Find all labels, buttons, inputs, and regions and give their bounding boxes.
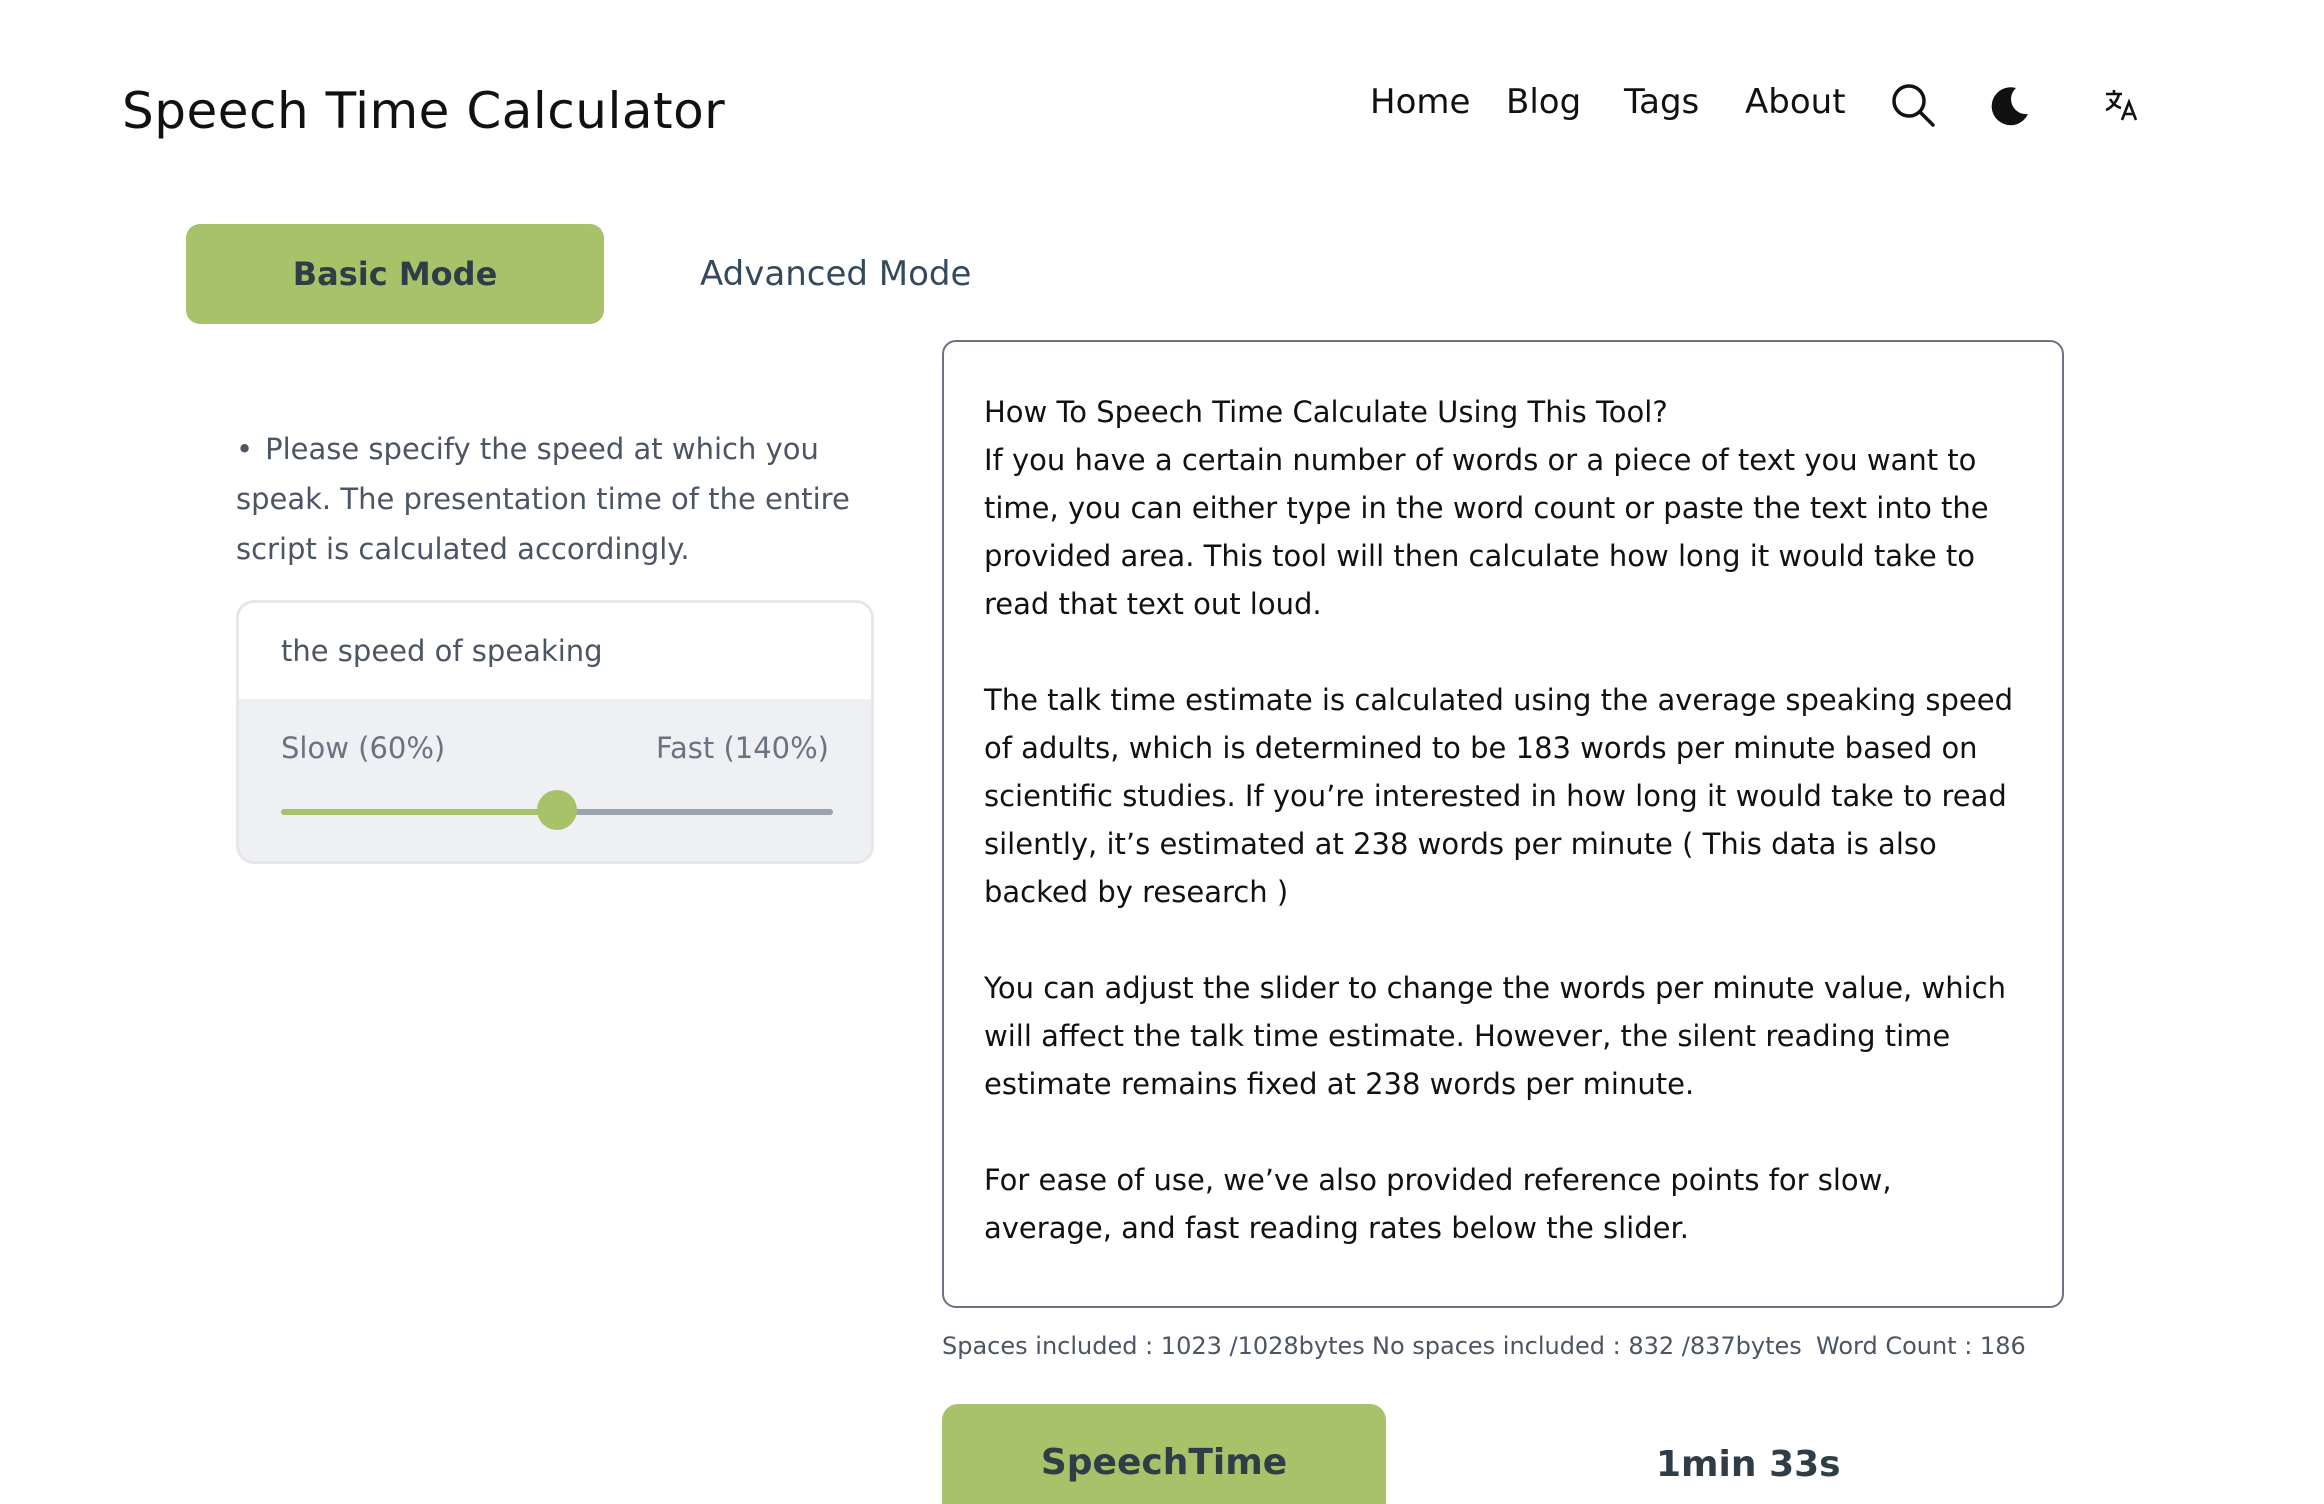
instructions-text: Please specify the speed at which you speak. The presentation time of the entire script is calculated accordingly. [236,432,850,566]
speed-instructions [236,424,896,574]
nav-about[interactable]: About [1745,82,1846,122]
speech-time-result: 1min 33s [1656,1444,1841,1485]
speed-slider[interactable] [281,809,833,815]
speech-time-button[interactable]: SpeechTime [942,1404,1386,1504]
no-spaces-stat: No spaces included : 832 /837bytes [1372,1332,1802,1360]
nav-tags[interactable]: Tags [1624,82,1700,122]
spaces-included-stat: Spaces included : 1023 /1028bytes [942,1332,1365,1360]
tab-advanced-mode[interactable]: Advanced Mode [700,254,972,294]
nav-home[interactable]: Home [1370,82,1471,122]
moon-icon[interactable] [1988,84,2030,126]
script-text[interactable]: How To Speech Time Calculate Using This Tool? If you have a certain number of words or a piece of text you want to time, you can either type in the word count or paste the text into the provided area. This tool will then calculate how long it would take to read that text out loud. The talk time estimate is calculated using the average speaking speed of adults, which is determined to be 183 words per minute based on scientific studies. If you’re interested in how long it would take to read silently, it’s estimated at 238 words per minute ( This data is also backed by research ) You can adjust the slider to change the words per minute value, which will affect the talk time estimate. However, the silent reading time estimate remains fixed at 238 words per minute. For ease of use, we’ve also provided reference points for slow, average, and fast reading rates below the slider. [984,395,2013,1245]
slow-label: Slow (60%) [281,731,446,765]
tab-basic-mode[interactable]: Basic Mode [186,224,604,324]
speed-card [236,600,874,864]
script-textarea[interactable] [942,340,2064,1308]
bullet-icon: • [236,432,254,466]
site-title[interactable]: Speech Time Calculator [122,82,726,140]
search-icon[interactable] [1890,82,1936,128]
slider-thumb[interactable] [537,790,577,830]
slider-fill [281,809,557,815]
translate-icon[interactable] [2104,88,2138,122]
fast-label: Fast (140%) [655,731,829,765]
speed-title: the speed of speaking [239,603,871,699]
nav-blog[interactable]: Blog [1506,82,1582,122]
word-count-stat: Word Count : 186 [1816,1332,2026,1360]
